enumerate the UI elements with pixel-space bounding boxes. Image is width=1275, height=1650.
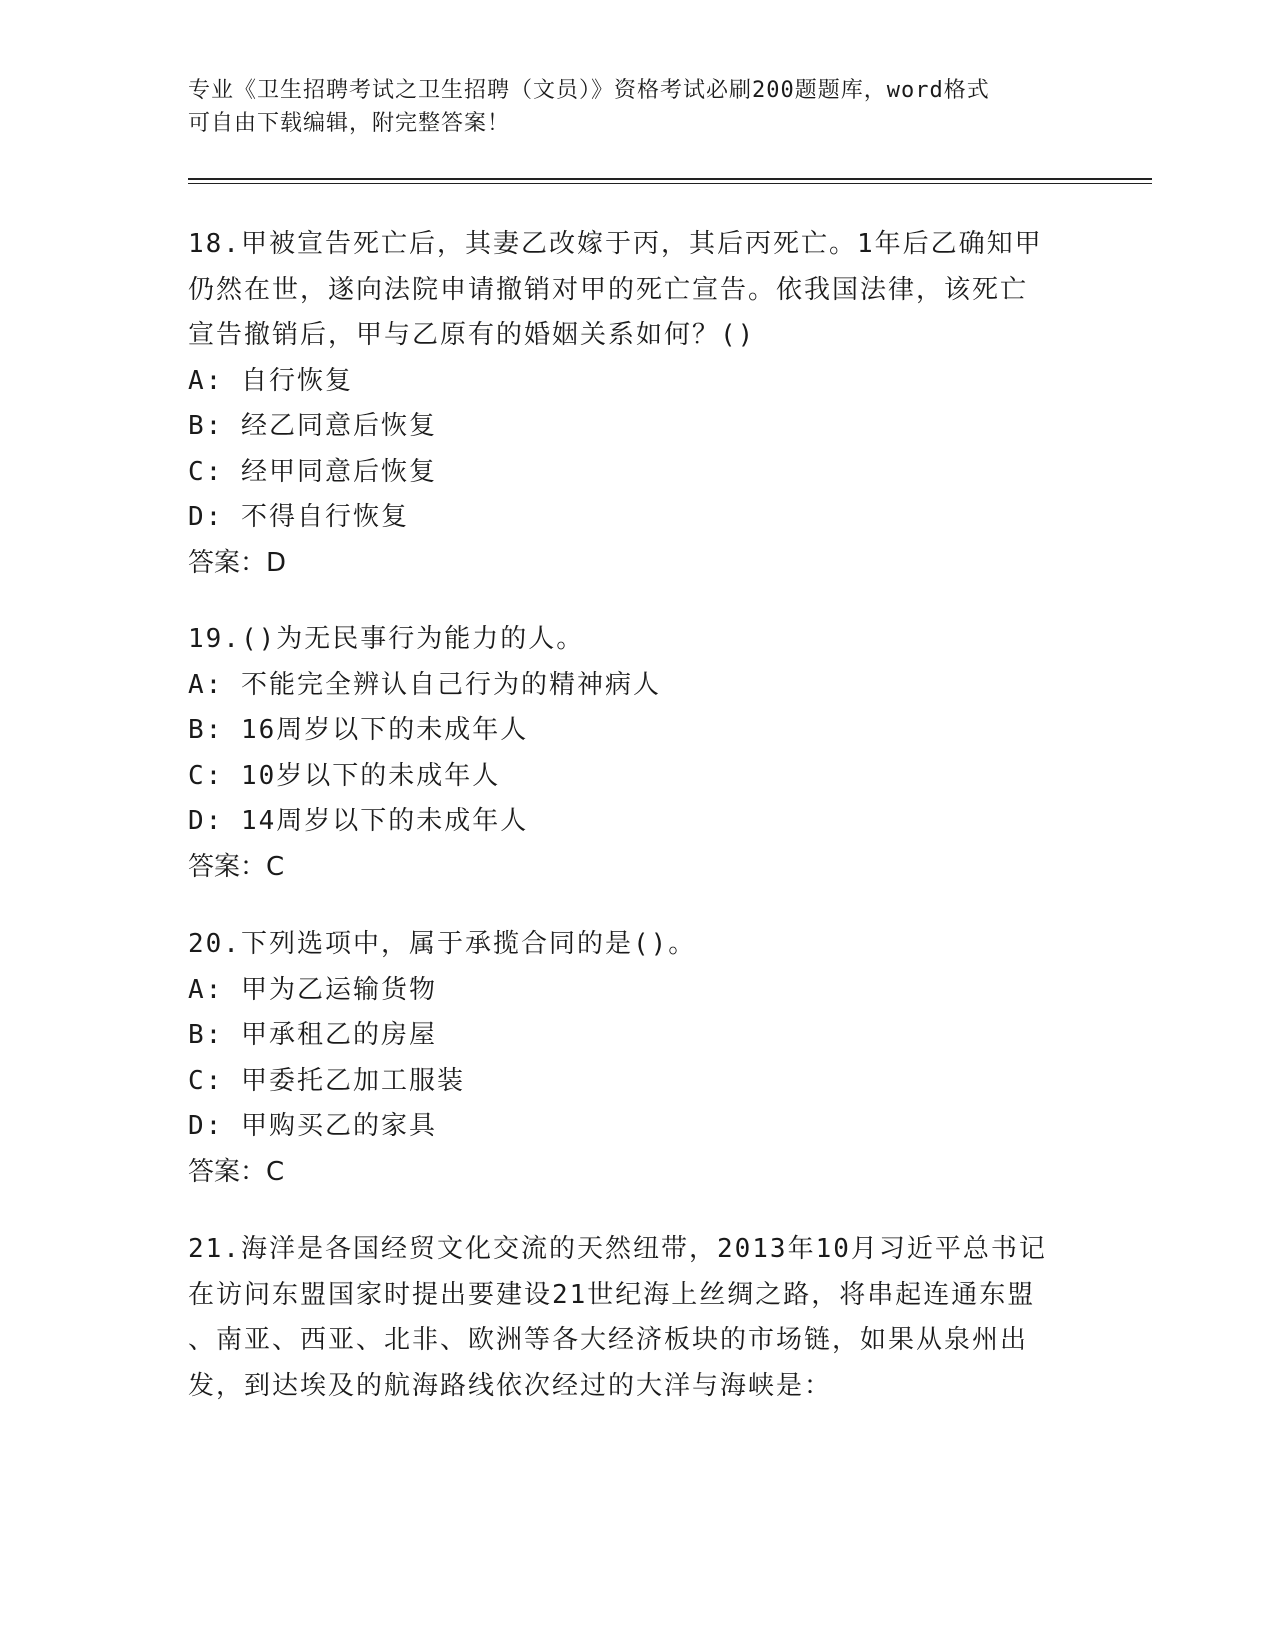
question-text-line: 仍然在世，遂向法院申请撤销对甲的死亡宣告。依我国法律，该死亡 <box>188 274 1029 305</box>
question-text-line: 21.海洋是各国经贸文化交流的天然纽带，2013年10月习近平总书记 <box>188 1234 1047 1264</box>
question-text-line: 20.下列选项中，属于承揽合同的是()。 <box>188 929 697 959</box>
option-a: A: 不能完全辨认自己行为的精神病人 <box>188 669 661 700</box>
header-line-2: 可自由下载编辑，附完整答案！ <box>188 111 511 136</box>
question-text-line: 18.甲被宣告死亡后，其妻乙改嫁于丙，其后丙死亡。1年后乙确知甲 <box>188 229 1043 259</box>
option-c: C: 甲委托乙加工服装 <box>188 1065 465 1096</box>
option-a: A: 自行恢复 <box>188 365 353 396</box>
answer-line: 答案：D <box>188 547 287 578</box>
option-a: A: 甲为乙运输货物 <box>188 974 437 1005</box>
option-b: B: 经乙同意后恢复 <box>188 411 437 441</box>
option-c: C: 经甲同意后恢复 <box>188 456 437 487</box>
question-21 <box>188 1227 1068 1409</box>
answer-line: 答案：C <box>188 1156 285 1187</box>
answer-line: 答案：C <box>188 851 285 882</box>
header-divider-thin <box>188 183 1152 184</box>
document-header <box>188 74 1088 140</box>
option-d: D: 不得自行恢复 <box>188 502 409 532</box>
option-c: C: 10岁以下的未成年人 <box>188 760 501 791</box>
question-19 <box>188 617 1068 890</box>
header-divider <box>188 178 1152 180</box>
question-text-line: 发，到达埃及的航海路线依次经过的大洋与海峡是： <box>188 1370 833 1401</box>
option-d: D: 14周岁以下的未成年人 <box>188 806 529 836</box>
question-20 <box>188 922 1068 1195</box>
question-text-line: 19.()为无民事行为能力的人。 <box>188 624 585 654</box>
option-d: D: 甲购买乙的家具 <box>188 1111 437 1141</box>
option-b: B: 甲承租乙的房屋 <box>188 1020 437 1050</box>
question-text-line: 宣告撤销后，甲与乙原有的婚姻关系如何？() <box>188 320 756 350</box>
header-line-1: 专业《卫生招聘考试之卫生招聘（文员）》资格考试必刷200题题库，word格式 <box>188 78 990 103</box>
question-18 <box>188 222 1068 586</box>
question-text-line: 、南亚、西亚、北非、欧洲等各大经济板块的市场链，如果从泉州出 <box>188 1325 1029 1355</box>
question-text-line: 在访问东盟国家时提出要建设21世纪海上丝绸之路，将串起连通东盟 <box>188 1279 1036 1310</box>
option-b: B: 16周岁以下的未成年人 <box>188 715 529 745</box>
